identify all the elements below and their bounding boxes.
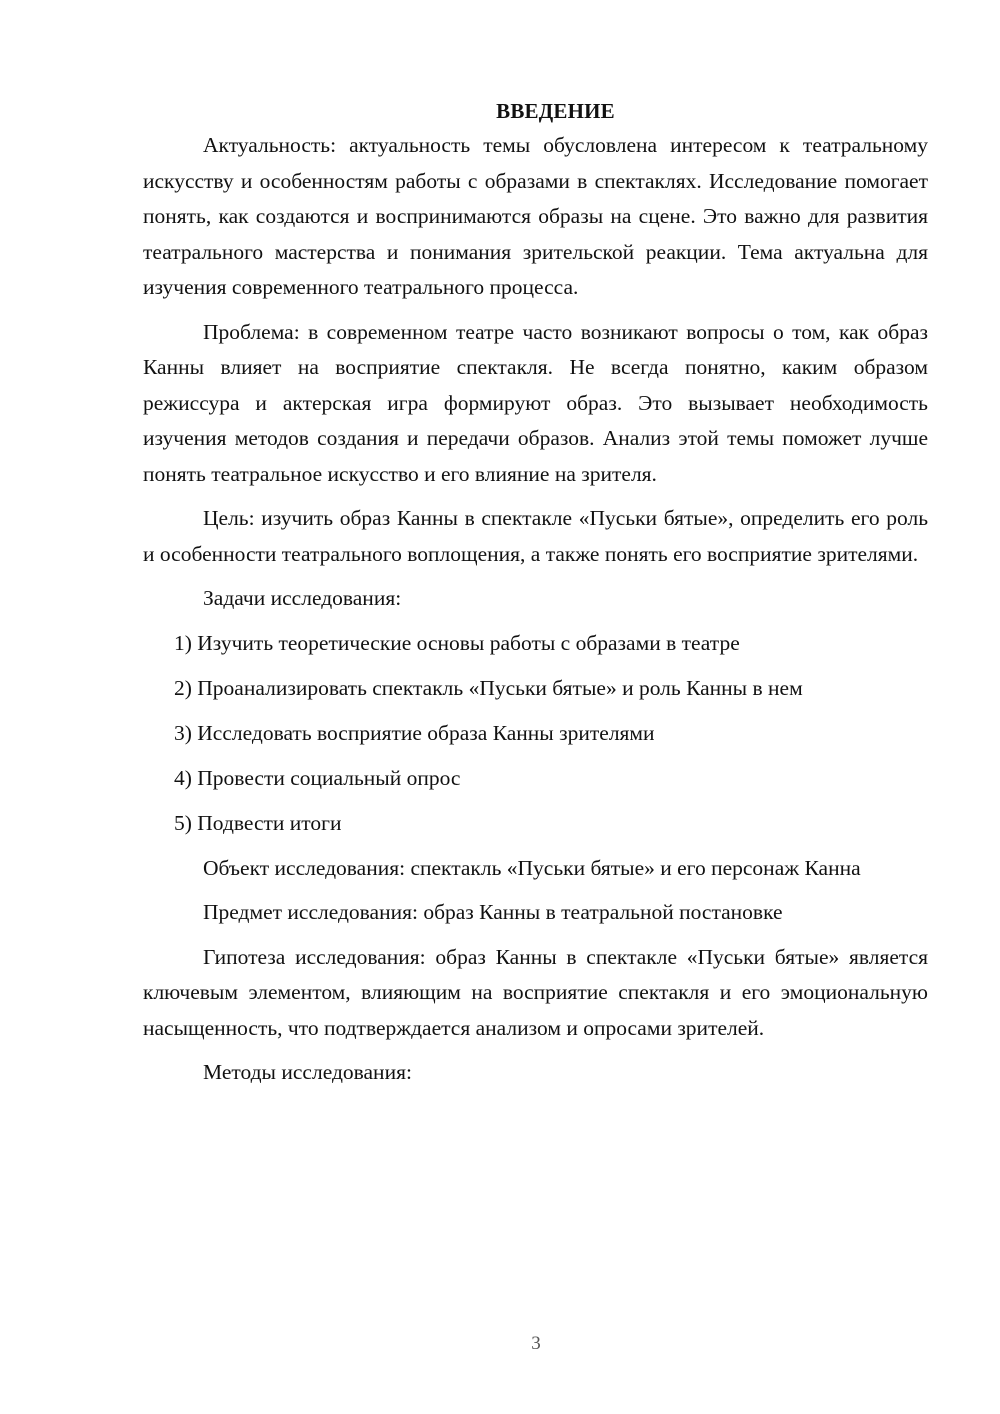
goal-paragraph: Цель: изучить образ Канны в спектакле «Пуськи бятые», определить его роль и особенности театрального воплощения, а также понять его восприятие зрителями. xyxy=(143,506,928,566)
page-number: 3 xyxy=(531,1333,541,1354)
methods-heading: Методы исследования: xyxy=(203,1060,412,1085)
tasks-heading: Задачи исследования: xyxy=(203,586,402,610)
object-paragraph: Объект исследования: спектакль «Пуськи бятые» и его персонаж Канна xyxy=(203,855,861,880)
problem-paragraph: Проблема: в современном театре часто возникают вопросы о том, как образ Канны влияет на восприятие спектакля. Не всегда понятно, каким образом режиссура и актерская игра формируют образ. Это вызывает необходимость изучения методов создания и передачи образов. Анализ этой темы поможет лучше понять театральное искусство и его влияние на зрителя. xyxy=(143,319,928,486)
hypothesis-paragraph: Гипотеза исследования: образ Канны в спектакле «Пуськи бятые» является ключевым элементом, влияющим на восприятие спектакля и его эмоциональную насыщенность, что подтверждается анализом и опросами зрителей. xyxy=(143,944,928,1040)
tasks-list xyxy=(143,626,928,842)
task-item: 1) Изучить теоретические основы работы с образами в театре xyxy=(174,631,740,656)
task-item: 3) Исследовать восприятие образа Канны зрителями xyxy=(174,721,655,746)
task-item: 4) Провести социальный опрос xyxy=(174,766,461,791)
subject-paragraph: Предмет исследования: образ Канны в театральной постановке xyxy=(203,900,783,925)
relevance-paragraph: Актуальность: актуальность темы обусловлена интересом к театральному искусству и особенностям работы с образами в спектаклях. Исследование помогает понять, как создаются и воспринимаются образы на сцене. Это важно для развития театрального мастерства и понимания зрительской реакции. Тема актуальна для изучения современного театрального процесса. xyxy=(143,133,928,299)
page-content xyxy=(143,94,928,1091)
task-item: 2) Проанализировать спектакль «Пуськи бятые» и роль Канны в нем xyxy=(174,676,803,701)
task-item: 5) Подвести итоги xyxy=(174,811,342,836)
section-title: ВВЕДЕНИЕ xyxy=(496,99,615,123)
